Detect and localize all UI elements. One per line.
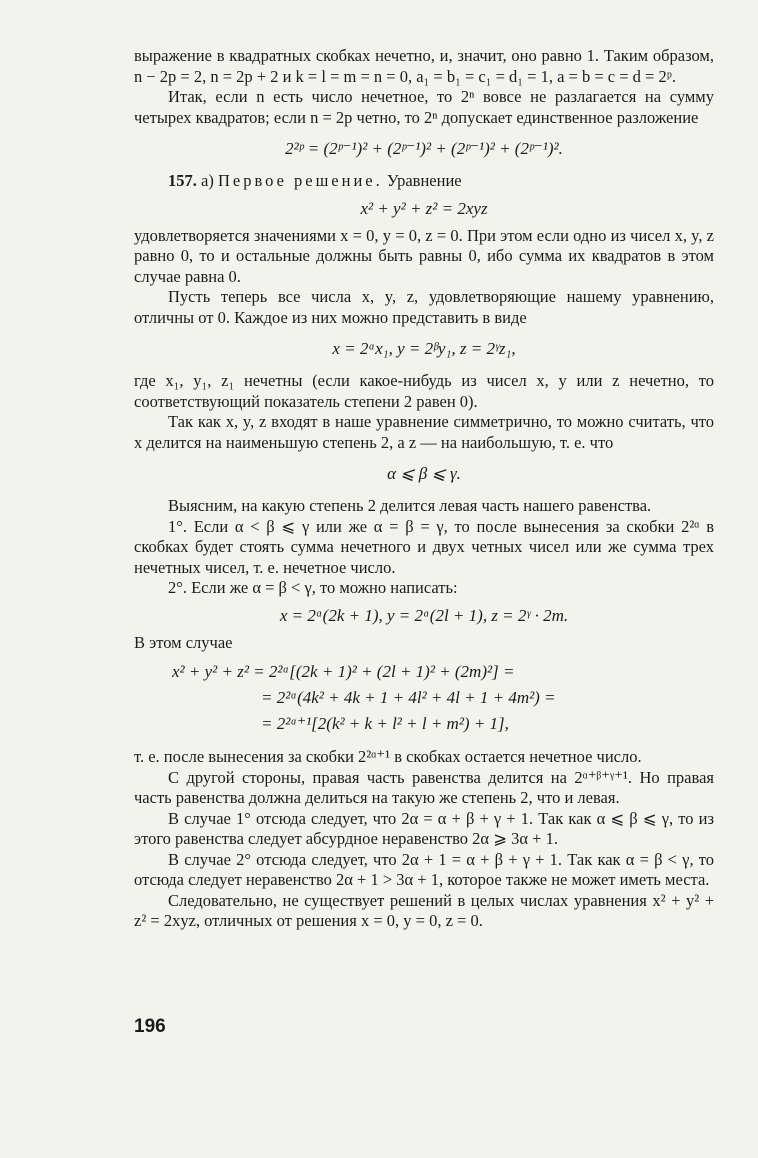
paragraph-11: т. е. после вынесения за скобки 2²ᵅ⁺¹ в скобках остается нечетное число.	[134, 747, 642, 766]
problem-157-heading	[134, 171, 714, 192]
paragraph-9: 2°. Если же α = β < γ, то можно написать:	[168, 578, 458, 597]
paragraph-13: В случае 1° отсюда следует, что 2α = α + β + γ + 1. Так как α ⩽ β ⩽ γ, то из этого равенства следует абсурдное неравенство 2α ⩾ 3α + 1.	[134, 808, 714, 848]
equation-expansion-line-1: x² + y² + z² = 2²ᵅ[(2k + 1)² + (2l + 1)² + (2m)²] =	[172, 662, 515, 681]
paragraph-2: Итак, если n есть число нечетное, то 2ⁿ вовсе не разлагается на сумму четырех квадратов; если n = 2p четно, то 2ⁿ допускает единственное разложение	[134, 87, 714, 127]
paragraph-14: В случае 2° отсюда следует, что 2α + 1 = α + β + γ + 1. Так как α = β < γ, то отсюда следует неравенство 2α + 1 > 3α + 1, которое также не может иметь места.	[134, 849, 714, 889]
equation-expansion-line-2: = 2²ᵅ(4k² + 4k + 1 + 4l² + 4l + 1 + 4m²) =	[261, 688, 556, 707]
equation-case-2: x = 2ᵅ(2k + 1), y = 2ᵅ(2l + 1), z = 2ᵞ · 2m.	[279, 605, 569, 625]
paragraph-10: В этом случае	[134, 632, 233, 652]
problem-number: 157.	[168, 171, 197, 190]
equation-decomposition: 2²ᵖ = (2ᵖ⁻¹)² + (2ᵖ⁻¹)² + (2ᵖ⁻¹)² + (2ᵖ⁻¹)².	[285, 139, 563, 158]
solution-title: Первое решение.	[217, 171, 383, 190]
paragraph-12: С другой стороны, правая часть равенства делится на 2ᵅ⁺ᵝ⁺ᵞ⁺¹. Но правая часть равенства должна делиться на такую же степень 2, что и левая.	[134, 767, 714, 807]
paragraph-5: где x₁, y₁, z₁ нечетны (если какое-нибудь из чисел x, y или z нечетно, то соответствующий показатель степени 2 равен 0).	[134, 371, 714, 411]
equation-order: α ⩽ β ⩽ γ.	[387, 464, 461, 483]
paragraph-6: Так как x, y, z входят в наше уравнение симметрично, то можно считать, что x делится на наименьшую степень 2, а z — на наибольшую, т. е. что	[134, 412, 714, 452]
paragraph-15: Следовательно, не существует решений в целых числах уравнения x² + y² + z² = 2xyz, отличных от решения x = 0, y = 0, z = 0.	[134, 890, 714, 930]
page-number: 196	[134, 1016, 166, 1037]
paragraph-7: Выясним, на какую степень 2 делится левая часть нашего равенства.	[168, 496, 652, 515]
equation-expansion-line-3: = 2²ᵅ⁺¹[2(k² + k + l² + l + m²) + 1],	[261, 714, 509, 733]
paragraph-4: Пусть теперь все числа x, y, z, удовлетворяющие нашему уравнению, отличны от 0. Каждое из них можно представить в виде	[134, 287, 714, 327]
problem-part: а)	[201, 171, 214, 190]
paragraph-1: выражение в квадратных скобках нечетно, и, значит, оно равно 1. Таким образом, n − 2p = 2, n = 2p + 2 и k = l = m = n = 0, a₁ = b₁ = c₁ = d₁ = 1, a = b = c = d = 2ᵖ.	[134, 46, 714, 86]
equation-expansion	[134, 661, 714, 735]
heading-rest: Уравнение	[386, 171, 462, 190]
paragraph-3: удовлетворяется значениями x = 0, y = 0, z = 0. При этом если одно из чисел x, y, z равно 0, то и остальные должны быть равны 0, ибо сумма их квадратов в этом случае равна 0.	[134, 225, 714, 286]
text-column	[134, 46, 714, 932]
equation-main: x² + y² + z² = 2xyz	[360, 198, 488, 218]
equation-representation: x = 2ᵅx₁, y = 2ᵝy₁, z = 2ᵞz₁,	[332, 339, 516, 358]
paragraph-8: 1°. Если α < β ⩽ γ или же α = β = γ, то после вынесения за скобки 2²ᵅ в скобках будет стоять сумма нечетного и двух четных чисел или же сумма трех нечетных чисел, т. е. нечетное число.	[134, 516, 714, 577]
